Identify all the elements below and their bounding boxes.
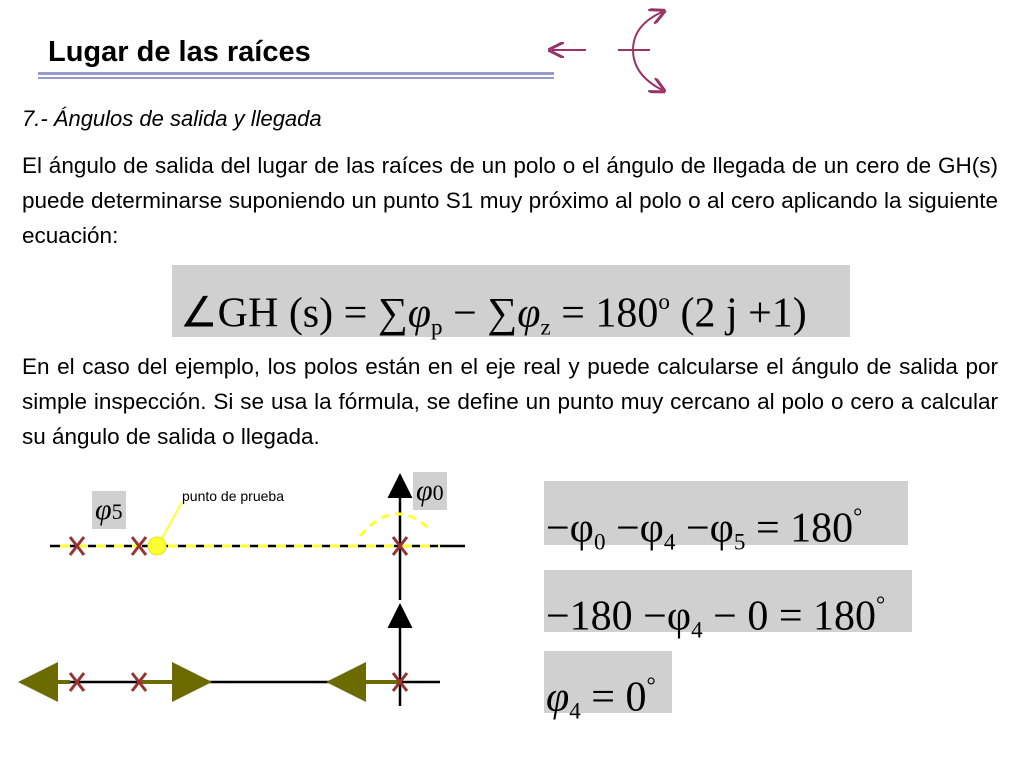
- eq-sign-1: =: [343, 290, 368, 337]
- phi5-symbol: φ: [95, 493, 112, 526]
- eq2-sub1: 4: [691, 616, 703, 643]
- equation-2: [544, 570, 912, 643]
- phi0-sub: 0: [432, 480, 444, 505]
- tail-expr: (2 j +1): [680, 290, 807, 337]
- eq1-sub1: 0: [593, 528, 606, 555]
- sum-1: ∑: [377, 290, 408, 337]
- eq-sign-2: =: [561, 290, 585, 337]
- eq1-sub2: 4: [663, 528, 676, 555]
- angle-arc: [360, 514, 430, 536]
- page-title: Lugar de las raíces: [48, 36, 311, 68]
- eq2-degree: °: [876, 591, 886, 617]
- degree-sup: o: [658, 288, 670, 314]
- phi-p: φ: [407, 290, 432, 337]
- example-paragraph: En el caso del ejemplo, los polos están en el eje real y puede calcularse el ángulo de salida por simple inspección. Si se usa la fórmula, se define un punto muy cercano al polo o cero a calcular su ángulo de salida o llegada.: [22, 354, 998, 449]
- phi5-sub: 5: [111, 499, 123, 524]
- p-subscript: p: [431, 313, 443, 340]
- equation-3: [544, 651, 672, 724]
- eq3-part2: = 0: [580, 674, 647, 721]
- eq3-sub1: 4: [569, 697, 581, 724]
- z-subscript: z: [540, 313, 551, 340]
- probe-pointer: [162, 502, 182, 538]
- probe-point: [148, 537, 166, 555]
- eq3-degree: °: [646, 672, 656, 698]
- angle-expr: ∠GH (s): [180, 290, 334, 337]
- eq1-part3: −φ: [675, 505, 734, 552]
- phi-z: φ: [517, 290, 541, 337]
- section-title: 7.- Ángulos de salida y llegada: [22, 106, 322, 131]
- sum-2: ∑: [487, 290, 518, 337]
- eq1-sub3: 5: [733, 528, 746, 555]
- phi0-symbol: φ: [416, 474, 433, 507]
- phi5-label: [92, 491, 126, 529]
- probe-label: punto de prueba: [182, 488, 284, 504]
- eq3-part1: φ: [546, 674, 570, 721]
- value-180: 180: [595, 290, 659, 337]
- eq1-part4: = 180: [745, 505, 854, 552]
- intro-paragraph: El ángulo de salida del lugar de las raíces de un polo o el ángulo de llegada de un cero de GH(s) puede determinarse suponiendo un punto S1 muy próximo al polo o al cero aplicando la siguiente ecuación:: [22, 153, 998, 248]
- phi0-label: [413, 472, 447, 510]
- eq2-part2: − 0 = 180: [702, 593, 877, 640]
- eq1-part1: −φ: [546, 505, 594, 552]
- eq1-part2: −φ: [605, 505, 664, 552]
- eq1-degree: °: [853, 503, 863, 529]
- minus-sign: −: [453, 290, 477, 337]
- eq2-part1: −180 −φ: [546, 593, 692, 640]
- equation-1: [544, 481, 908, 555]
